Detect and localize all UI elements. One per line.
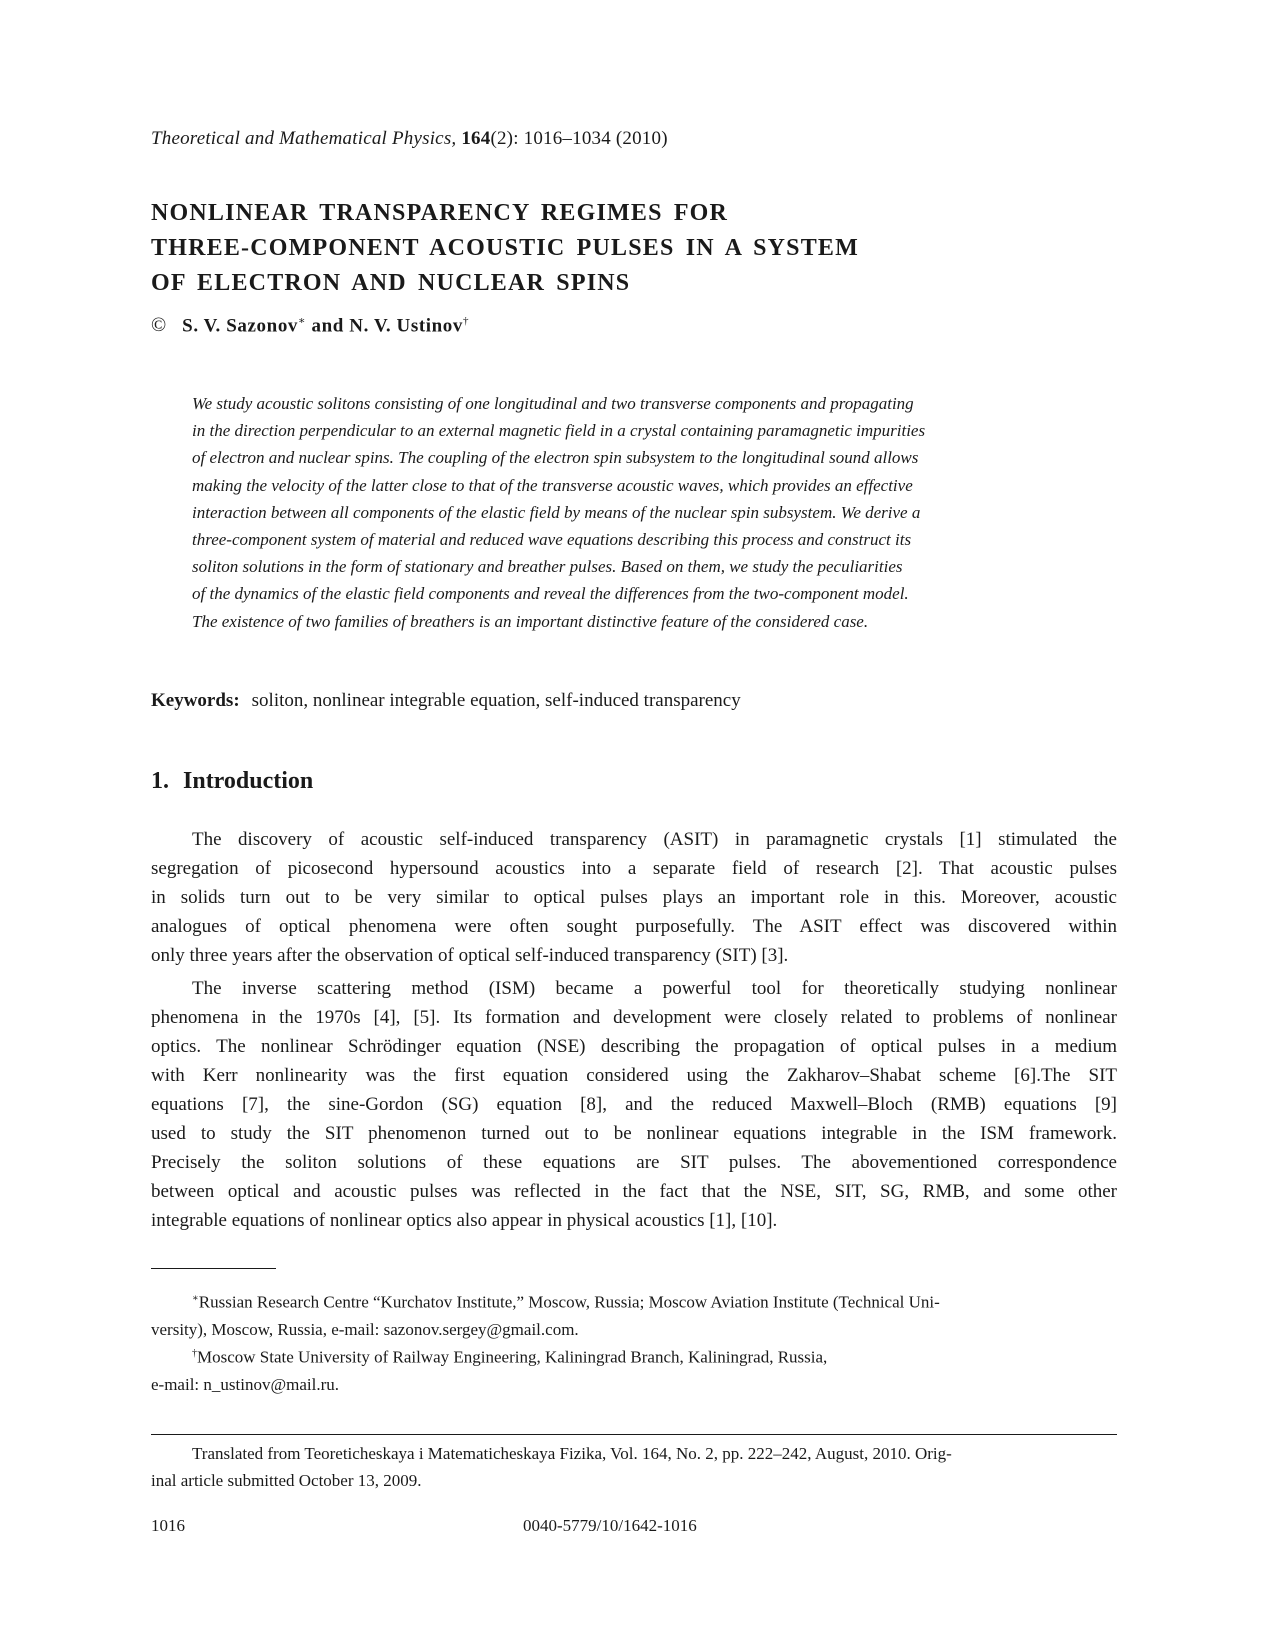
footnote-line	[151, 1340, 1117, 1371]
paper-title	[151, 196, 1151, 301]
author-name: N. V. Ustinov	[349, 315, 464, 337]
paragraph-line: only three years after the observation of optical self-induced transparency (SIT) [3].	[151, 945, 789, 966]
author-name: S. V. Sazonov	[182, 315, 299, 337]
keywords	[151, 690, 741, 712]
paragraph-line: integrable equations of nonlinear optics also appear in physical acoustics [1], [10].	[151, 1210, 778, 1231]
paragraph-line: equations [7], the sine-Gordon (SG) equation [8], and the reduced Maxwell–Bloch (RMB) equations [9]	[151, 1094, 1117, 1115]
footnote-mark: ∗	[192, 1293, 199, 1304]
translation-line: inal article submitted October 13, 2009.	[151, 1471, 422, 1490]
abstract-line: We study acoustic solitons consisting of one longitudinal and two transverse components and propagating	[192, 394, 914, 413]
page-number: 1016	[151, 1516, 185, 1535]
body-paragraph	[151, 974, 1117, 1235]
section-heading	[151, 768, 313, 795]
journal-issue-pages: (2): 1016–1034 (2010)	[490, 128, 668, 149]
section-number: 1.	[151, 768, 169, 794]
title-line: THREE-COMPONENT ACOUSTIC PULSES IN A SYSTEM	[151, 235, 859, 261]
footnote-line: e-mail: n_ustinov@mail.ru.	[151, 1374, 339, 1394]
author-conjunction: and	[311, 315, 344, 337]
abstract-line: of electron and nuclear spins. The coupling of the electron spin subsystem to the longitudinal sound allows	[192, 448, 919, 468]
footnote-mark: †	[463, 315, 470, 327]
title-line: NONLINEAR TRANSPARENCY REGIMES FOR	[151, 200, 729, 226]
footnote-mark: ∗	[298, 315, 307, 327]
footnote-divider	[151, 1268, 276, 1269]
paragraph-line: between optical and acoustic pulses was reflected in the fact that the NSE, SIT, SG, RMB, and some other	[151, 1181, 1117, 1202]
author-list	[151, 314, 469, 337]
journal-citation	[151, 128, 668, 150]
translation-line: Translated from Teoreticheskaya i Matematicheskaya Fizika, Vol. 164, No. 2, pp. 222–242, August, 2010. Orig-	[192, 1444, 952, 1463]
body-paragraph	[151, 825, 1117, 970]
abstract-line: of the dynamics of the elastic field components and reveal the differences from the two-component model.	[192, 584, 909, 604]
paragraph-line: used to study the SIT phenomenon turned out to be nonlinear equations integrable in the ISM framework.	[151, 1123, 1117, 1144]
abstract-line: making the velocity of the latter close to that of the transverse acoustic waves, which provides an effective	[192, 475, 913, 495]
paragraph-line: The discovery of acoustic self-induced transparency (ASIT) in paramagnetic crystals [1] stimulated the	[192, 829, 1117, 850]
keywords-text: soliton, nonlinear integrable equation, self-induced transparency	[251, 690, 741, 711]
abstract-line: interaction between all components of the elastic field by means of the nuclear spin subsystem. We derive a	[192, 502, 921, 522]
paragraph-line: optics. The nonlinear Schrödinger equation (NSE) describing the propagation of optical pulses in a medium	[151, 1036, 1117, 1057]
journal-volume: 164	[461, 128, 491, 149]
footnote-text: Russian Research Centre “Kurchatov Institute,” Moscow, Russia; Moscow Aviation Institute (Technical Uni-	[198, 1292, 940, 1312]
paragraph-line: analogues of optical phenomena were often sought purposefully. The ASIT effect was discovered within	[151, 916, 1117, 937]
abstract-line: soliton solutions in the form of stationary and breather pulses. Based on them, we study the peculiarities	[192, 557, 903, 577]
footnote-line	[151, 1285, 1117, 1316]
paragraph-line: Precisely the soliton solutions of these equations are SIT pulses. The abovementioned correspondence	[151, 1152, 1117, 1173]
footnote-line: versity), Moscow, Russia, e-mail: sazonov.sergey@gmail.com.	[151, 1319, 579, 1339]
abstract	[192, 390, 1077, 635]
paragraph-line: The inverse scattering method (ISM) became a powerful tool for theoretically studying nonlinear	[192, 978, 1117, 999]
footnote-mark: †	[192, 1348, 197, 1359]
translation-note	[151, 1440, 1117, 1494]
section-title: Introduction	[183, 768, 314, 794]
footnote	[151, 1340, 1117, 1398]
paragraph-line: segregation of picosecond hypersound acoustics into a separate field of research [2]. That acoustic pulses	[151, 858, 1117, 879]
abstract-line: in the direction perpendicular to an external magnetic field in a crystal containing paramagnetic impurities	[192, 421, 926, 441]
abstract-line: The existence of two families of breathers is an important distinctive feature of the considered case.	[192, 611, 869, 631]
issn-code: 0040-5779/10/1642-1016	[523, 1516, 697, 1535]
paragraph-line: with Kerr nonlinearity was the first equation considered using the Zakharov–Shabat scheme [6].The SIT	[151, 1065, 1117, 1086]
title-line: OF ELECTRON AND NUCLEAR SPINS	[151, 270, 631, 296]
translation-divider	[151, 1434, 1117, 1435]
paragraph-line: phenomena in the 1970s [4], [5]. Its formation and development were closely related to problems of nonlinear	[151, 1007, 1117, 1028]
paragraph-line: in solids turn out to be very similar to optical pulses plays an important role in this. Moreover, acoustic	[151, 887, 1117, 908]
abstract-line: three-component system of material and reduced wave equations describing this process and construct its	[192, 530, 912, 550]
copyright-symbol: ©	[151, 314, 167, 337]
keywords-label: Keywords:	[151, 690, 240, 711]
footnote-text: Moscow State University of Railway Engineering, Kaliningrad Branch, Kaliningrad, Russia,	[197, 1347, 828, 1367]
journal-name: Theoretical and Mathematical Physics,	[151, 128, 457, 149]
footnote	[151, 1285, 1117, 1343]
